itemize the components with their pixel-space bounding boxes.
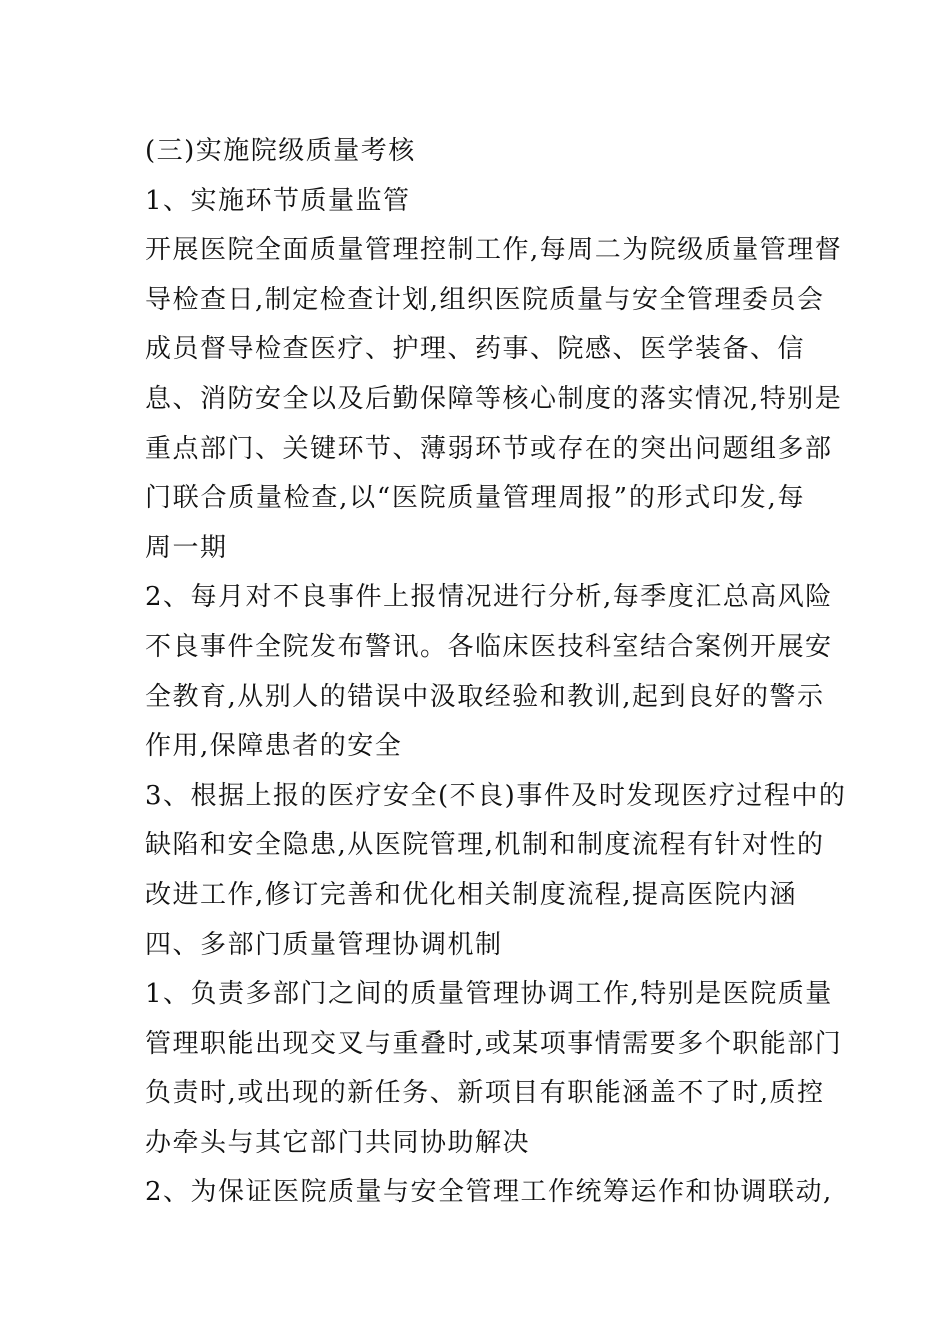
paragraph-line: 导检查日,制定检查计划,组织医院质量与安全管理委员会	[145, 284, 825, 315]
paragraph-line: 缺陷和安全隐患,从医院管理,机制和制度流程有针对性的	[145, 830, 825, 861]
paragraph-line: 1、负责多部门之间的质量管理协调工作,特别是医院质量	[145, 979, 833, 1010]
paragraph-line: 重点部门、关键环节、薄弱环节或存在的突出问题组多部	[145, 433, 833, 464]
paragraph-line: 息、消防安全以及后勤保障等核心制度的落实情况,特别是	[145, 383, 843, 414]
paragraph-line: 2、为保证医院质量与安全管理工作统筹运作和协调联动,	[145, 1177, 833, 1208]
paragraph-line: 改进工作,修订完善和优化相关制度流程,提高医院内涵	[145, 879, 798, 910]
subsection-heading: 1、实施环节质量监管	[145, 185, 411, 216]
paragraph-line: 负责时,或出现的新任务、新项目有职能涵盖不了时,质控	[145, 1078, 825, 1109]
paragraph-line: 不良事件全院发布警讯。各临床医技科室结合案例开展安	[145, 631, 833, 662]
paragraph-line: 2、每月对不良事件上报情况进行分析,每季度汇总高风险	[145, 582, 833, 613]
paragraph-line: 3、根据上报的医疗安全(不良)事件及时发现医疗过程中的	[145, 780, 847, 811]
paragraph-line: 全教育,从别人的错误中汲取经验和教训,起到良好的警示	[145, 681, 825, 712]
paragraph-line: 管理职能出现交叉与重叠时,或某项事情需要多个职能部门	[145, 1028, 843, 1059]
paragraph-line: 周一期	[145, 532, 228, 563]
paragraph-line: 门联合质量检查,以“医院质量管理周报”的形式印发,每	[145, 483, 805, 514]
paragraph-line: 作用,保障患者的安全	[145, 731, 403, 762]
paragraph-line: 成员督导检查医疗、护理、药事、院感、医学装备、信	[145, 334, 806, 365]
paragraph-line: 开展医院全面质量管理控制工作,每周二为院级质量管理督	[145, 235, 843, 266]
document-body	[145, 127, 847, 1218]
paragraph-line: 办牵头与其它部门共同协助解决	[145, 1127, 531, 1158]
section-heading: (三)实施院级质量考核	[145, 136, 416, 166]
section-heading: 四、多部门质量管理协调机制	[145, 929, 503, 960]
